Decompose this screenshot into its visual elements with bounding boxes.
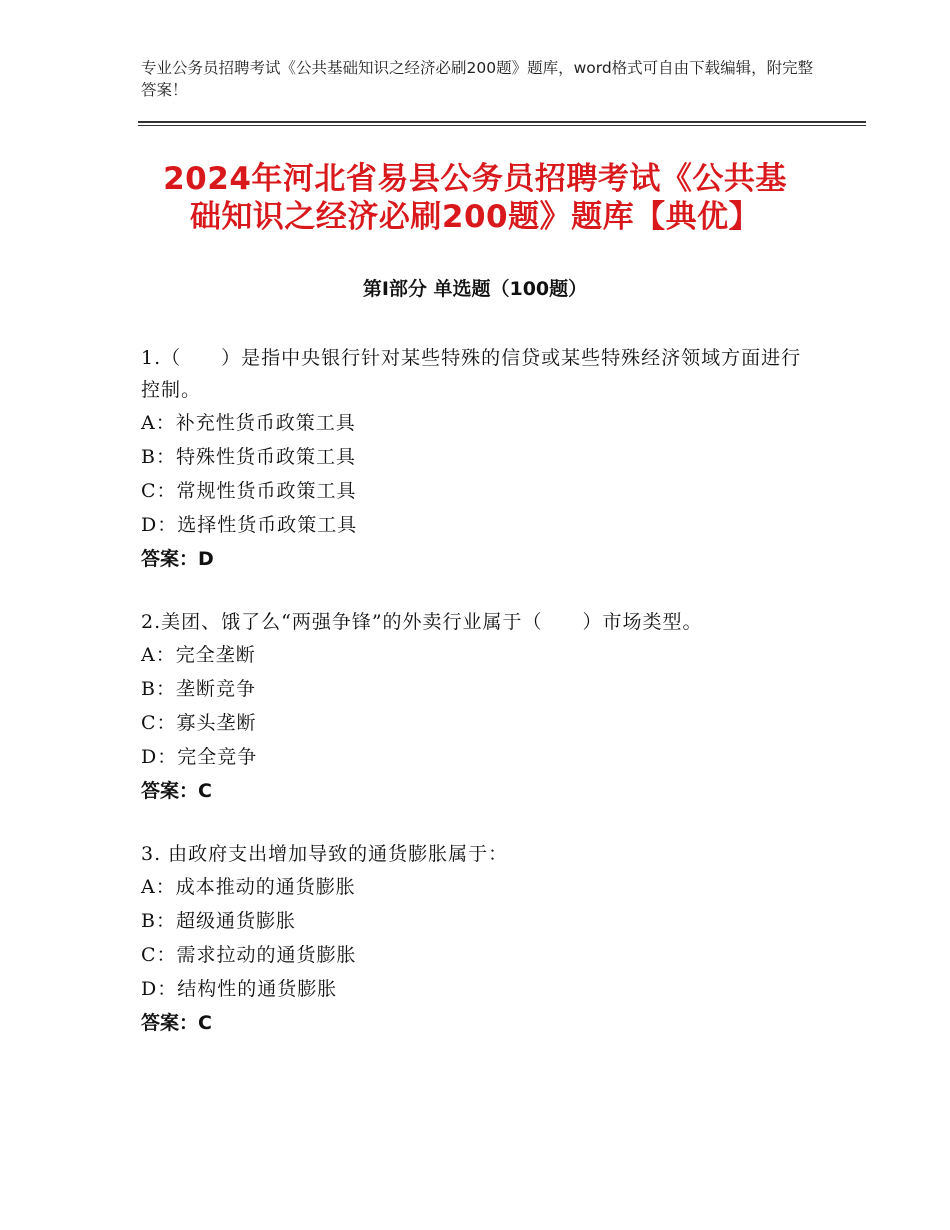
option-b: B：特殊性货币政策工具: [141, 446, 356, 468]
section-heading: 第Ⅰ部分 单选题（100题）: [362, 278, 588, 300]
option-d: D：选择性货币政策工具: [141, 514, 358, 536]
answer: 答案：C: [141, 780, 212, 802]
question-list: [141, 342, 811, 1070]
option-c: C：需求拉动的通货膨胀: [141, 944, 357, 966]
option-b: B：超级通货膨胀: [141, 910, 296, 932]
header-rule-thick: [138, 121, 866, 123]
question-2: [141, 606, 811, 808]
option-a: A：补充性货币政策工具: [141, 412, 356, 434]
option-a: A：成本推动的通货膨胀: [141, 876, 356, 898]
header-rule-thin: [138, 125, 866, 126]
option-a: A：完全垄断: [141, 644, 256, 666]
question-stem: 1.（ ）是指中央银行针对某些特殊的信贷或某些特殊经济领域方面进行控制。: [141, 347, 802, 401]
document-title-line-2: 础知识之经济必刷200题》题库【典优】: [189, 199, 761, 235]
option-c: C：常规性货币政策工具: [141, 480, 357, 502]
question-stem: 2.美团、饿了么“两强争锋”的外卖行业属于（ ）市场类型。: [141, 611, 703, 633]
header-note: 专业公务员招聘考试《公共基础知识之经济必刷200题》题库，word格式可自由下载编辑，附完整答案！: [141, 59, 814, 99]
option-c: C：寡头垄断: [141, 712, 257, 734]
document-title: [100, 160, 850, 236]
answer: 答案：D: [141, 548, 214, 570]
answer: 答案：C: [141, 1012, 212, 1034]
option-d: D：完全竞争: [141, 746, 258, 768]
question-stem: 3. 由政府支出增加导致的通货膨胀属于：: [141, 843, 509, 865]
option-b: B：垄断竞争: [141, 678, 256, 700]
option-d: D：结构性的通货膨胀: [141, 978, 338, 1000]
question-1: [141, 342, 811, 576]
document-title-line-1: 2024年河北省易县公务员招聘考试《公共基: [163, 161, 787, 197]
question-3: [141, 838, 811, 1040]
